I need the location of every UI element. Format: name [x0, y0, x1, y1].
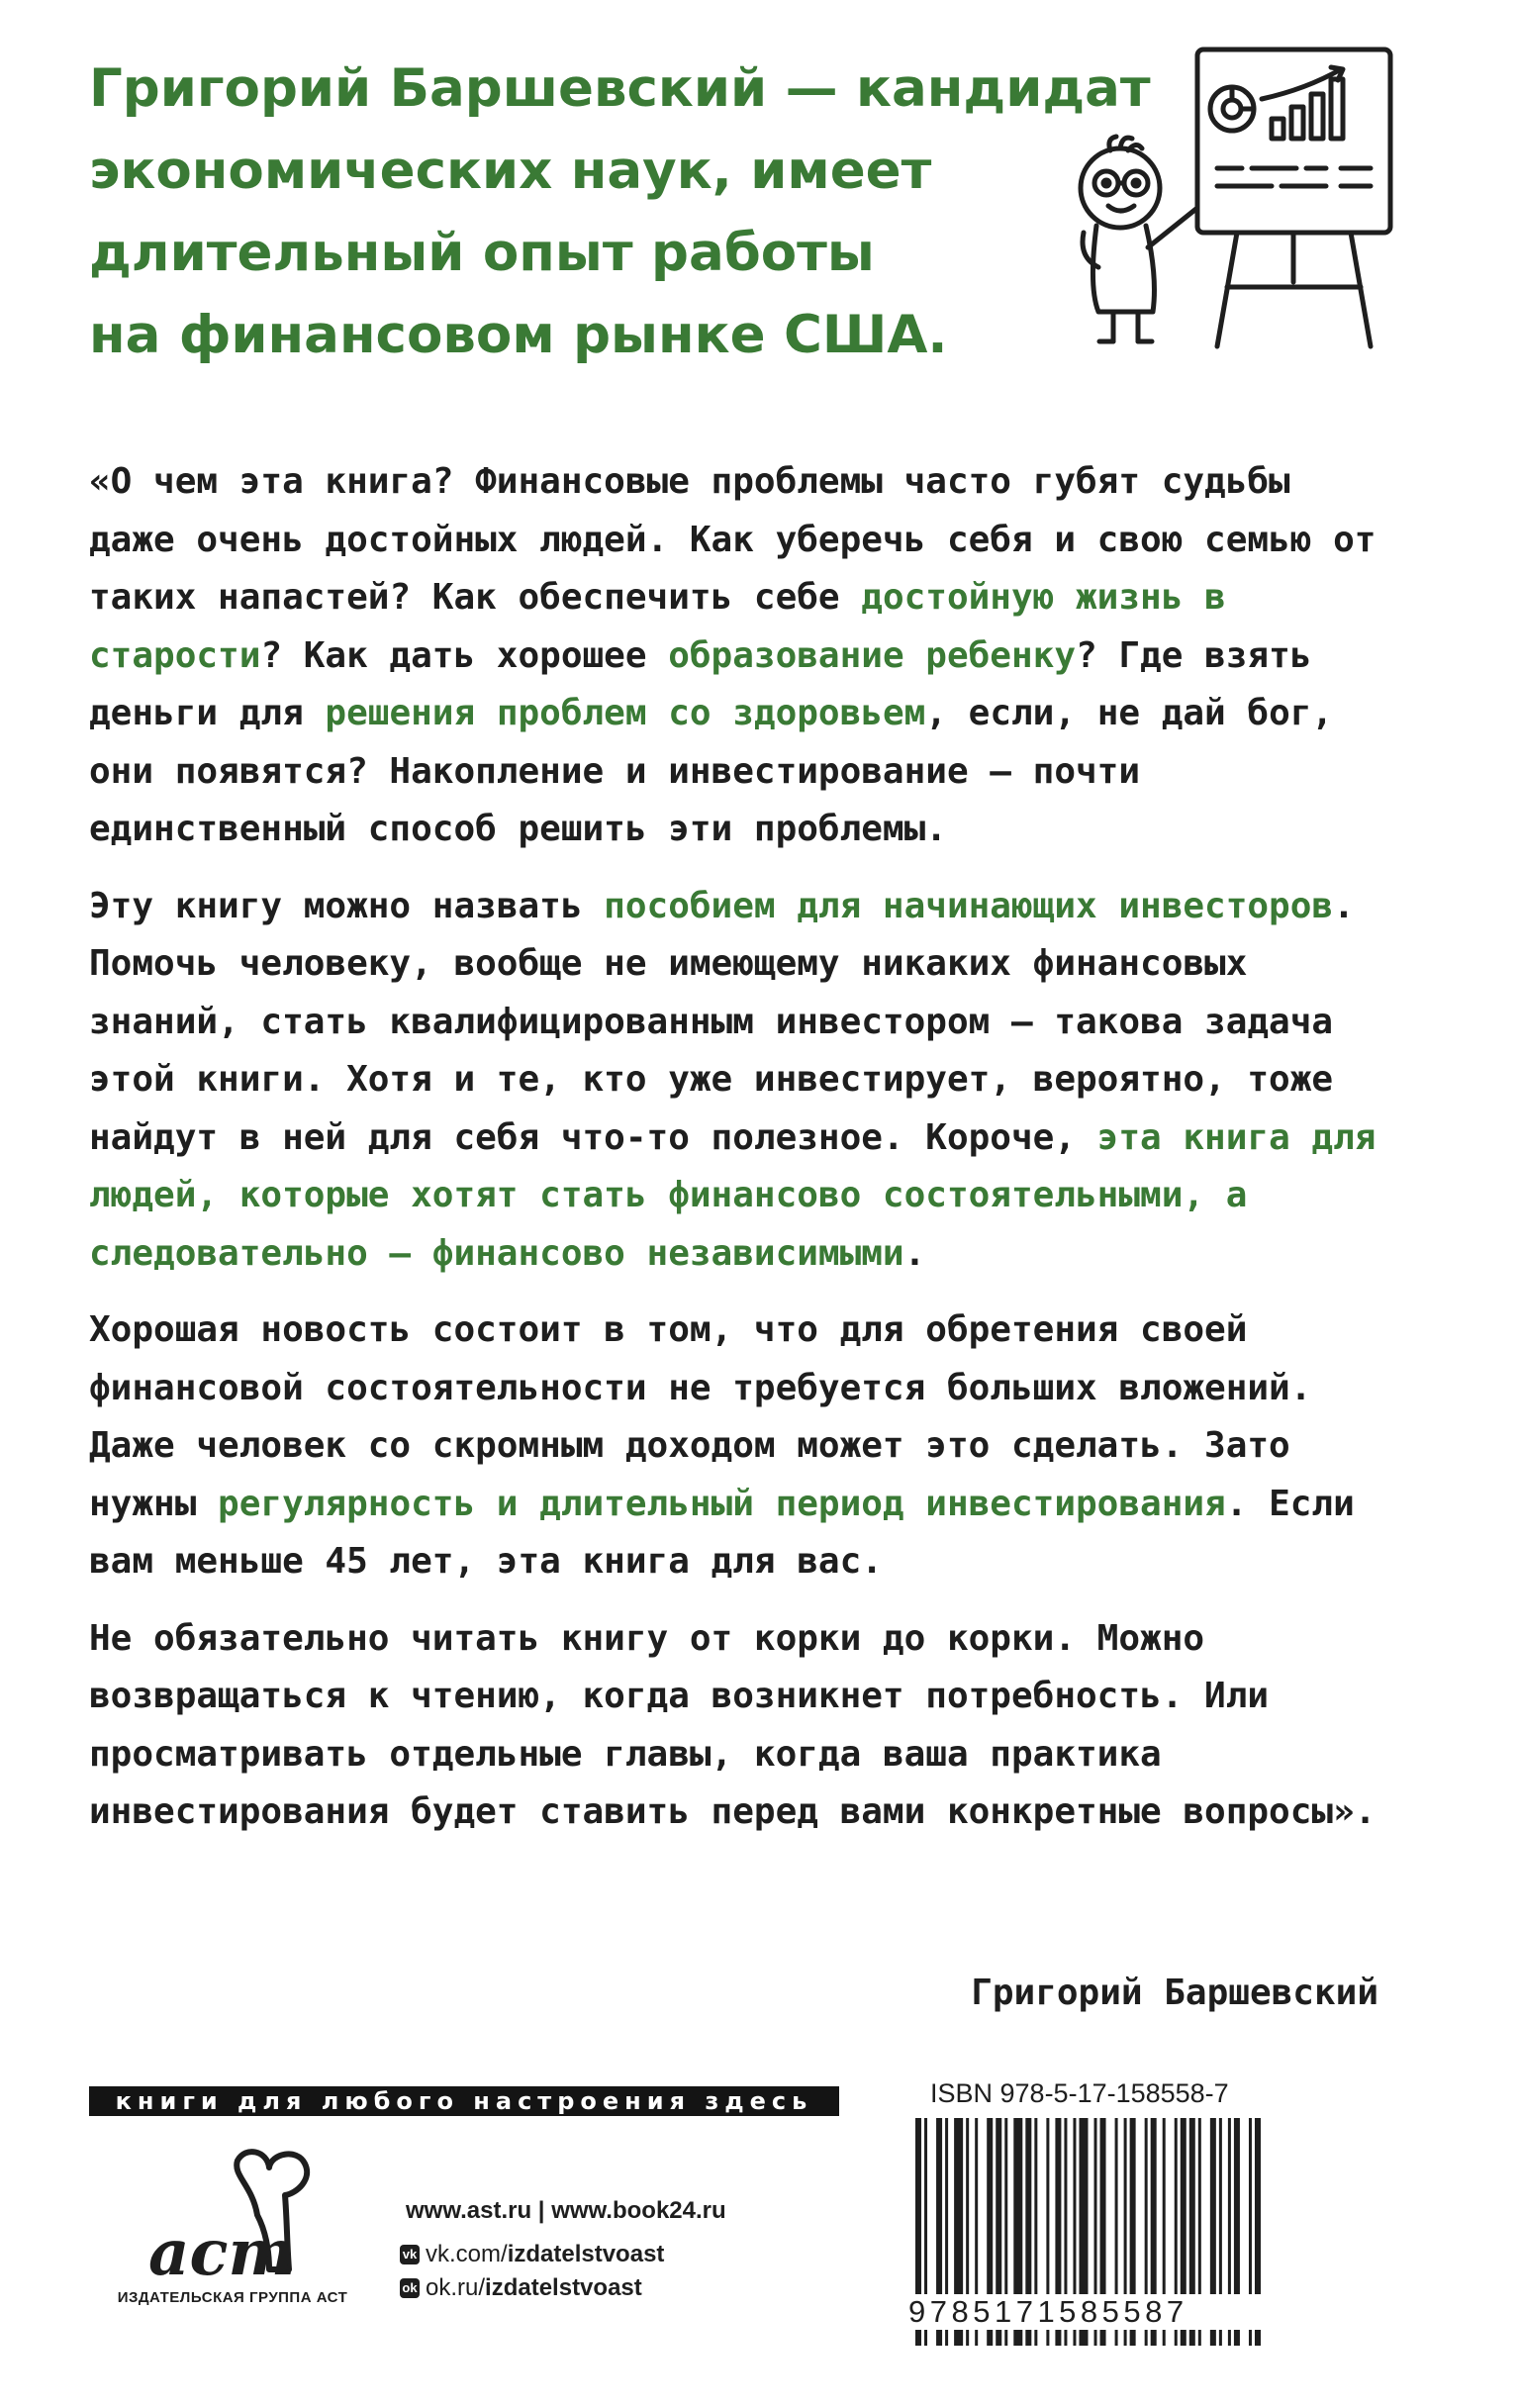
slogan-banner: книги для любого настроения здесь	[89, 2086, 839, 2116]
ok-link[interactable]	[400, 2274, 642, 2302]
highlight-text: достойную жизнь в старости	[89, 577, 1226, 676]
barcode-digits: 9785171585587	[906, 2294, 1275, 2330]
vk-handle: izdatelstvoast	[507, 2241, 665, 2267]
paragraph	[89, 1301, 1395, 1591]
text-span: ? Как дать хорошее	[260, 634, 669, 676]
ok-icon: ok	[400, 2278, 420, 2298]
vk-link[interactable]	[400, 2241, 664, 2268]
text-span: .	[903, 1232, 926, 1274]
intro-line: длительный опыт работы	[89, 223, 875, 283]
logo-text: аст	[148, 2216, 296, 2284]
vk-icon: vk	[400, 2245, 420, 2264]
book-description	[89, 453, 1395, 1861]
text-span: «О чем эта книга? Финансовые проблемы часто губят судьбы даже очень достойных людей. Как уберечь себя и свою семью от таких напастей? Как обеспечить себе	[89, 461, 1377, 618]
intro-line: на финансовом рынке США.	[89, 305, 948, 365]
highlight-text: пособием для начинающих инвесторов	[604, 885, 1334, 926]
text-span: Эту книгу можно назвать	[89, 885, 605, 926]
highlight-text: регулярность и длительный период инвестирования	[218, 1483, 1226, 1524]
text-span: . Если вам меньше 45 лет, эта книга для вас.	[89, 1483, 1355, 1582]
text-span: Хорошая новость состоит в том, что для обретения своей финансовой состоятельности не требуется больших вложений. Даже человек со скромным доходом может это сделать. Зато нужны	[89, 1309, 1312, 1524]
ok-prefix: ok.ru/	[426, 2274, 486, 2301]
publisher-name: ИЗДАТЕЛЬСКАЯ ГРУППА АСТ	[117, 2289, 348, 2306]
author-signature: Григорий Баршевский	[971, 1973, 1378, 2013]
intro-line: экономических наук, имеет	[89, 141, 932, 201]
teacher-with-chart-board-icon	[1059, 40, 1400, 366]
isbn-number: ISBN 978-5-17-158558-7	[930, 2078, 1229, 2108]
publisher-websites[interactable]: www.ast.ru | www.book24.ru	[406, 2197, 726, 2224]
ast-logo-icon	[139, 2146, 336, 2284]
text-span: Не обязательно читать книгу от корки до корки. Можно возвращаться к чтению, когда возникнет потребность. Или просматривать отдельные главы, когда ваша практика инвестирования будет ставить перед вами конкретные вопросы».	[89, 1617, 1377, 1832]
highlight-text: решения проблем со здоровьем	[325, 693, 926, 733]
paragraph	[89, 453, 1395, 859]
intro-line: Григорий Баршевский — кандидат	[89, 58, 1151, 119]
highlight-text: эта книга для людей, которые хотят стать финансово состоятельными, а следовательно — финансово независимыми	[89, 1116, 1377, 1274]
author-intro	[89, 48, 1158, 376]
paragraph	[89, 1610, 1395, 1842]
text-span: . Помочь человеку, вообще не имеющему никаких финансовых знаний, стать квалифицированным инвестором — такова задача этой книги. Хотя и те, кто уже инвестирует, вероятно, тоже найдут в ней для себя что-то полезное. Короче,	[89, 885, 1355, 1158]
text-span: , если, не дай бог, они появятся? Накопление и инвестирование — почти единственный способ решить эти проблемы.	[89, 693, 1334, 849]
ok-handle: izdatelstvoast	[485, 2274, 642, 2301]
vk-prefix: vk.com/	[426, 2241, 508, 2267]
paragraph	[89, 878, 1395, 1284]
highlight-text: образование ребенку	[668, 634, 1077, 676]
text-span: ? Где взять деньги для	[89, 634, 1312, 733]
